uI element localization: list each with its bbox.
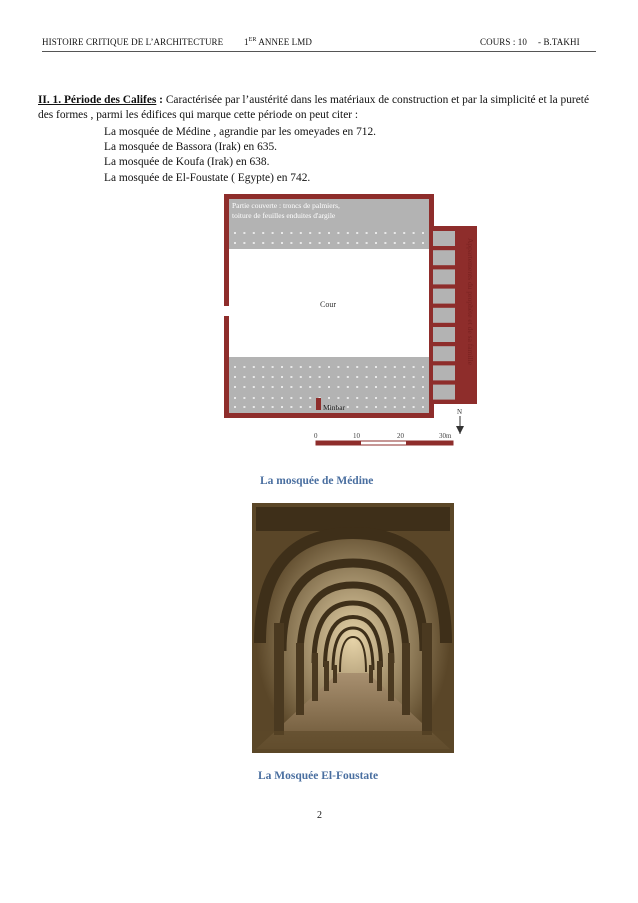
plan-pillar [366,242,368,244]
plan-pillar [309,232,311,234]
plan-apartment-cell [433,365,455,380]
plan-pillar [281,366,283,368]
plan-pillar [253,386,255,388]
plan-pillar [243,406,245,408]
plan-pillar [262,242,264,244]
plan-pillar [290,242,292,244]
plan-pillar [253,242,255,244]
plan-pillar [290,406,292,408]
year-level: 1ER ANNEE LMD [244,37,312,47]
plan-pillar [413,366,415,368]
plan-pillar [384,397,386,399]
plan-pillar [281,376,283,378]
plan-pillar [272,232,274,234]
plan-pillar [272,397,274,399]
scale-label-10: 10 [353,432,360,440]
plan-pillar [422,232,424,234]
plan-pillar [309,242,311,244]
plan-pillar [413,397,415,399]
plan-pillar [375,397,377,399]
plan-pillar [290,232,292,234]
section-heading: II. 1. Période des Califes [38,94,157,106]
plan-pillar [413,232,415,234]
plan-pillar [347,406,349,408]
plan-pillar [243,376,245,378]
plan-pillar [234,242,236,244]
plan-pillar [366,397,368,399]
plan-pillar [422,397,424,399]
plan-pillar [337,397,339,399]
plan-pillar [422,366,424,368]
plan-pillar [262,366,264,368]
plan-pillar [253,406,255,408]
scale-label-20: 20 [397,432,404,440]
north-label: N [457,408,463,416]
plan-pillar [375,366,377,368]
plan-pillar [309,366,311,368]
plan-pillar [290,366,292,368]
plan-pillar [347,376,349,378]
plan-pillar [394,397,396,399]
plan-pillar [300,366,302,368]
plan-pillar [403,232,405,234]
plan-pillar [384,242,386,244]
plan-note-line2: toiture de feuilles enduites d'argile [232,211,336,220]
plan-pillar [234,397,236,399]
el-foustate-photo [252,503,454,753]
plan-pillar [347,386,349,388]
plan-pillar [422,386,424,388]
course-number: COURS : 10 [480,37,528,47]
plan-pillar [366,386,368,388]
plan-pillar [375,386,377,388]
plan-pillar [262,386,264,388]
plan-pillar [337,376,339,378]
plan-pillar [394,242,396,244]
plan-apartment-cell [433,289,455,304]
plan-apartment-cell [433,231,455,246]
list-item: La mosquée de Bassora (Irak) en 635. [104,141,278,154]
plan-apartment-cell [433,385,455,400]
plan-pillar [375,406,377,408]
course-title: HISTOIRE CRITIQUE DE L’ARCHITECTURE [42,37,224,47]
plan-pillar [347,232,349,234]
plan-pillar [384,406,386,408]
plan-pillar [394,366,396,368]
plan-pillar [243,242,245,244]
plan-pillar [413,406,415,408]
page-header [42,37,596,51]
plan-apartment-cell [433,250,455,265]
plan-pillar [253,397,255,399]
plan-pillar [356,376,358,378]
apartments-label: Appartements du prophète et de sa famille [466,238,475,366]
minbar-icon [316,398,321,410]
plan-pillar [422,406,424,408]
plan-pillar [234,406,236,408]
plan-pillar [300,397,302,399]
header-rule [42,51,596,52]
plan-pillar [300,232,302,234]
plan-pillar [337,232,339,234]
plan-pillar [281,232,283,234]
plan-apartment-cell [433,346,455,361]
plan-pillar [234,386,236,388]
plan-pillar [319,366,321,368]
plan-pillar [375,232,377,234]
plan-pillar [356,406,358,408]
plan-pillar [300,406,302,408]
plan-pillar [347,242,349,244]
plan-pillar [384,386,386,388]
list-item: La mosquée de Koufa (Irak) en 638. [104,156,270,169]
plan-pillar [272,366,274,368]
plan-pillar [290,376,292,378]
plan-pillar [394,376,396,378]
plan-pillar [300,376,302,378]
plan-pillar [356,397,358,399]
plan-pillar [413,386,415,388]
plan-pillar [243,366,245,368]
plan-pillar [319,242,321,244]
plan-pillar [356,232,358,234]
plan-pillar [403,242,405,244]
plan-pillar [403,376,405,378]
plan-pillar [319,376,321,378]
plan-pillar [300,242,302,244]
plan-pillar [262,376,264,378]
plan-pillar [253,376,255,378]
plan-pillar [403,397,405,399]
plan-pillar [356,242,358,244]
plan-pillar [309,397,311,399]
plan-note-line1: Partie couverte : troncs de palmiers, [232,201,340,210]
plan-pillar [309,386,311,388]
plan-pillar [272,386,274,388]
medina-mosque-plan [224,194,490,458]
plan-pillar [234,232,236,234]
mosque-list [104,125,376,186]
plan-pillar [290,386,292,388]
plan-pillar [281,242,283,244]
plan-apartment-cell [433,269,455,284]
plan-pillar [309,376,311,378]
author: - B.TAKHI [538,37,580,47]
plan-pillar [328,366,330,368]
plan-pillar [394,386,396,388]
plan-pillar [384,232,386,234]
plan-pillar [234,366,236,368]
page-number: 2 [317,810,322,821]
plan-pillar [281,397,283,399]
plan-pillar [262,232,264,234]
plan-pillar [356,386,358,388]
plan-pillar [347,366,349,368]
plan-apartment-cell [433,327,455,342]
plan-pillar [347,397,349,399]
plan-pillar [328,376,330,378]
plan-pillar [422,376,424,378]
plan-pillar [337,242,339,244]
plan-pillar [272,242,274,244]
scale-label-30: 30m [439,432,452,440]
plan-pillar [356,366,358,368]
plan-pillar [253,366,255,368]
plan-pillar [262,406,264,408]
minbar-label: Minbar [323,403,346,412]
plan-pillar [319,232,321,234]
plan-pillar [394,232,396,234]
plan-caption: La mosquée de Médine [260,475,374,487]
plan-pillar [328,397,330,399]
plan-pillar [253,232,255,234]
plan-pillar [403,406,405,408]
court-label: Cour [320,300,336,309]
plan-pillar [328,386,330,388]
list-item: La mosquée de Médine , agrandie par les omeyades en 712. [104,126,377,138]
plan-pillar [234,376,236,378]
plan-pillar [413,242,415,244]
section-paragraph: II. 1. Période des Califes : Caractérisée par l’austérité dans les matériaux de construction et par la simplicité et la pureté des formes , parmi les édifices qui marque cette période on peut citer : [38,94,590,121]
plan-pillar [262,397,264,399]
plan-pillar [281,386,283,388]
plan-pillar [319,386,321,388]
north-arrow-icon [456,416,464,434]
plan-pillar [290,397,292,399]
plan-pillar [375,242,377,244]
plan-pillar [394,406,396,408]
plan-pillar [337,386,339,388]
photo-caption: La Mosquée El-Foustate [258,770,379,782]
plan-pillar [309,406,311,408]
plan-pillar [300,386,302,388]
plan-pillar [366,366,368,368]
plan-pillar [366,406,368,408]
plan-pillar [384,376,386,378]
plan-pillar [243,232,245,234]
scale-label-0: 0 [314,432,318,440]
scale-bar [316,441,453,445]
plan-apartment-cell [433,308,455,323]
plan-pillar [328,232,330,234]
plan-pillar [403,386,405,388]
plan-pillar [375,376,377,378]
plan-pillar [384,366,386,368]
list-item: La mosquée de El-Foustate ( Egypte) en 742. [104,171,311,184]
plan-pillar [272,406,274,408]
plan-pillar [243,397,245,399]
plan-pillar [281,406,283,408]
plan-pillar [403,366,405,368]
plan-pillar [272,376,274,378]
plan-pillar [366,232,368,234]
plan-pillar [243,386,245,388]
section-intro: Caractérisée par l’austérité dans les matériaux de construction et par la simplicité et la pureté des formes , parmi les édifices qui marque cette période on peut citer : [38,94,590,121]
plan-pillar [366,376,368,378]
plan-pillar [413,376,415,378]
plan-pillar [337,366,339,368]
plan-pillar [328,242,330,244]
plan-pillar [422,242,424,244]
